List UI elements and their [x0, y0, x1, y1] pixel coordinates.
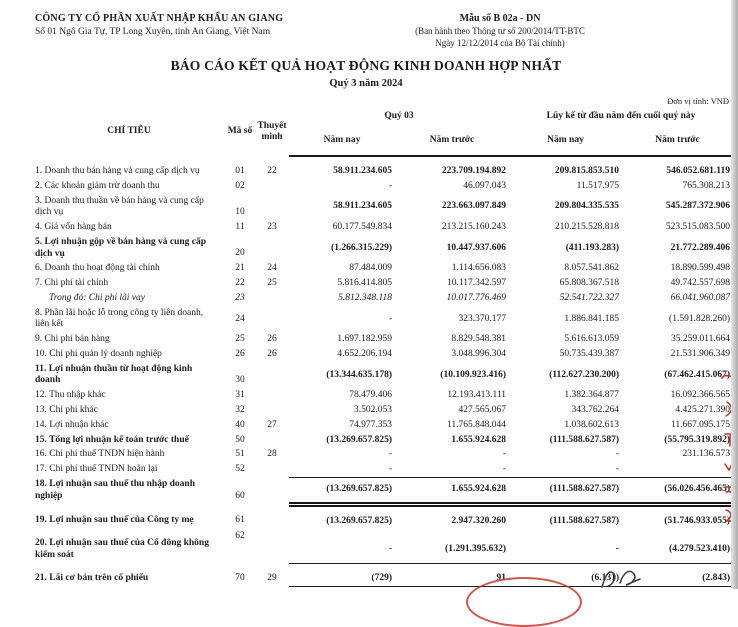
table-row	[33, 418, 733, 433]
ma-so-cell: 01	[235, 165, 245, 176]
value-ytd-prior: (51.746.933.055)	[664, 515, 730, 526]
table-body	[33, 156, 733, 586]
value-ytd-current: -	[509, 463, 622, 478]
value-q3-prior: 427.565.067	[458, 405, 506, 416]
row-label: 8. Phần lãi hoặc lỗ trong công ty liên doanh, liên kết	[35, 307, 204, 330]
value-ytd-current: 8.057.541.862	[564, 263, 619, 274]
value-ytd-prior: 523.515.083.500	[665, 222, 730, 233]
company-address: Số 01 Ngô Gia Tự, TP Long Xuyên, tỉnh An Giang, Việt Nam	[35, 27, 271, 37]
table-row	[33, 433, 733, 448]
report-period: Quý 3 năm 2024	[329, 78, 403, 89]
thuyet-minh-cell	[255, 306, 289, 333]
thuyet-minh-cell: 26	[267, 348, 277, 359]
table-row	[33, 463, 733, 478]
form-circular-line: (Ban hành theo Thông tư số 200/2014/TT-BTC	[415, 26, 585, 36]
value-ytd-current: (111.588.627.587)	[549, 434, 619, 445]
row-label: 13. Chi phí khác	[35, 405, 98, 416]
header-ma-so: Mã số	[227, 126, 253, 137]
table-row	[33, 362, 733, 389]
value-q3-prior: 12.193.413.111	[447, 390, 506, 401]
value-ytd-prior: (55.795.319.892)	[664, 434, 730, 445]
value-ytd-prior: 49.742.557.698	[670, 278, 730, 289]
ma-so-cell: 10	[235, 206, 245, 217]
value-ytd-prior: (56.026.456.465)	[622, 478, 733, 505]
value-q3-prior: 223.663.097.849	[441, 201, 506, 212]
value-q3-current: (13.269.657.825)	[326, 434, 392, 445]
signature-mark	[596, 565, 648, 591]
ma-so-cell: 70	[235, 572, 245, 583]
value-q3-current: 74.977.353	[349, 419, 392, 430]
value-ytd-prior: (67.462.415.067)	[664, 369, 730, 380]
value-ytd-prior: -	[622, 463, 733, 478]
company-name: CÔNG TY CỔ PHẦN XUẤT NHẬP KHẨU AN GIANG	[35, 13, 284, 24]
value-q3-prior: 10.017.776.469	[446, 292, 506, 303]
header-ytd-nam-nay: Năm nay	[509, 125, 622, 156]
form-reference-block	[366, 13, 634, 48]
value-q3-prior: 46.097.043	[463, 180, 506, 191]
value-ytd-current: 50.735.439.387	[559, 348, 619, 359]
value-ytd-current: (111.588.627.587)	[509, 478, 622, 505]
thuyet-minh-cell: 26	[267, 334, 277, 345]
value-ytd-current: 11.517.975	[576, 180, 619, 191]
income-statement-table	[33, 107, 733, 587]
ma-so-cell: 51	[235, 449, 245, 460]
ma-so-cell: 62	[235, 531, 245, 542]
ma-so-cell: 25	[235, 334, 245, 345]
value-q3-prior: 2.947.320.260	[451, 515, 506, 526]
thuyet-minh-cell	[255, 404, 289, 419]
value-q3-prior: 11.765.848.044	[446, 419, 506, 430]
row-label: 11. Lợi nhuận thuần từ hoạt động kinh doanh	[35, 363, 193, 386]
value-ytd-prior: 765.308.213	[682, 180, 730, 191]
value-q3-prior: 223.709.194.892	[441, 166, 506, 176]
value-q3-prior: 213.215.160.243	[441, 222, 506, 233]
value-q3-current: 58.911.234.605	[333, 201, 392, 212]
row-label: 9. Chi phí bán hàng	[35, 334, 110, 345]
value-ytd-current: (6.131)	[509, 563, 622, 586]
ma-so-cell: 23	[235, 292, 245, 303]
ma-so-cell: 11	[235, 222, 245, 233]
value-ytd-prior: 231.136.573	[682, 449, 730, 460]
value-q3-prior: -	[395, 463, 509, 478]
value-ytd-current: 1.886.841.185	[564, 313, 619, 324]
thuyet-minh-cell: 24	[267, 263, 277, 274]
thuyet-minh-cell	[255, 433, 289, 448]
ma-so-cell: 50	[235, 434, 245, 445]
value-q3-prior: 8.829.548.381	[451, 334, 506, 345]
ma-so-cell: 61	[235, 514, 245, 525]
thuyet-minh-cell	[255, 478, 289, 505]
row-label: 12. Thu nhập khác	[35, 390, 106, 401]
value-q3-prior: -	[502, 449, 506, 460]
header-q3-nam-truoc: Năm trước	[395, 125, 509, 156]
ma-so-cell: 32	[235, 405, 245, 416]
value-ytd-prior: 546.052.681.119	[666, 166, 730, 176]
ma-so-cell: 21	[235, 263, 245, 274]
table-row	[33, 235, 733, 262]
red-stamp-arc	[466, 577, 582, 627]
thuyet-minh-cell: 29	[267, 572, 277, 583]
thuyet-minh-cell	[255, 291, 289, 306]
thuyet-minh-cell: 22	[267, 165, 277, 176]
row-label: 7. Chi phí tài chính	[35, 278, 109, 289]
thuyet-minh-cell	[255, 362, 289, 389]
value-q3-current: 3.502.053	[354, 405, 392, 416]
value-q3-current: 78.479.406	[349, 390, 392, 401]
value-ytd-prior: 66.041.960.087	[670, 292, 730, 303]
row-label: 2. Các khoản giảm trừ doanh thu	[35, 180, 160, 191]
form-number: Mẫu số B 02a - DN	[459, 13, 541, 24]
table-row	[33, 179, 733, 194]
value-ytd-current: 52.541.722.327	[559, 292, 619, 303]
table-row	[33, 404, 733, 419]
row-label: 5. Lợi nhuận gộp về bán hàng và cung cấp dịch vụ	[35, 236, 207, 259]
value-q3-current: (13.269.657.825)	[289, 478, 395, 505]
ma-so-cell: 30	[235, 374, 245, 385]
thuyet-minh-cell: 25	[267, 278, 277, 289]
value-q3-prior: 1.655.924.628	[451, 434, 506, 445]
value-q3-prior: 91	[395, 563, 509, 586]
thuyet-minh-cell	[255, 179, 289, 194]
value-q3-prior: (1.291.395.632)	[445, 543, 506, 554]
thuyet-minh-cell	[255, 504, 289, 529]
ma-so-cell: 24	[235, 313, 245, 324]
value-ytd-prior: 11.667.095.175	[670, 419, 730, 430]
value-ytd-current: 210.215.528.818	[554, 222, 619, 233]
value-ytd-prior: (4.279.523.410)	[669, 543, 730, 554]
value-ytd-current: -	[615, 449, 619, 460]
row-label: 20. Lợi nhuận sau thuế của Cổ đông không kiểm soát	[35, 538, 209, 560]
value-ytd-current: 209.804.335.535	[554, 201, 619, 212]
value-q3-current: 58.911.234.605	[333, 166, 392, 176]
company-header	[35, 13, 283, 37]
value-q3-current: (13.269.657.825)	[326, 515, 392, 526]
thuyet-minh-cell: 28	[267, 449, 277, 460]
header-ytd-nam-truoc: Năm trước	[622, 125, 733, 156]
thuyet-minh-cell	[255, 235, 289, 262]
table-row	[33, 262, 733, 277]
thuyet-minh-cell	[255, 389, 289, 404]
value-ytd-prior: 35.259.011.664	[670, 334, 730, 345]
row-label: 17. Chi phí thuế TNDN hoãn lại	[35, 464, 158, 475]
table-row	[33, 306, 733, 333]
row-label: 18. Lợi nhuận sau thuế thu nhập doanh nghiệp	[35, 479, 195, 502]
table-row	[33, 291, 733, 306]
value-ytd-prior: 16.092.366.565	[670, 390, 730, 401]
value-q3-prior: 1.114.656.083	[451, 263, 506, 274]
thuyet-minh-cell	[255, 194, 289, 221]
header-luy-ke: Lũy kế từ đầu năm đến cuối quý này	[546, 110, 696, 121]
row-label: 15. Tổng lợi nhuận kế toán trước thuế	[35, 434, 189, 445]
value-ytd-prior: 21.531.906.349	[670, 348, 730, 359]
table-row	[33, 277, 733, 292]
header-chi-tieu: CHỈ TIÊU	[107, 126, 151, 137]
form-date-line: Ngày 12/12/2014 của Bộ Tài chính)	[435, 38, 565, 48]
table-row	[33, 448, 733, 463]
row-label: 4. Giá vốn hàng bán	[35, 222, 112, 233]
value-ytd-current: (411.193.283)	[565, 242, 619, 253]
currency-unit-note: Đơn vị tính: VNĐ	[667, 96, 729, 106]
value-q3-prior: 10.447.937.606	[446, 242, 506, 253]
value-q3-prior: 1.655.924.628	[395, 478, 509, 505]
row-label: 14. Lợi nhuận khác	[35, 419, 109, 430]
value-ytd-prior: 18.890.599.498	[670, 263, 730, 274]
table-row	[33, 333, 733, 348]
value-ytd-prior: 545.287.372.906	[665, 201, 730, 212]
value-ytd-prior: (2.843)	[622, 563, 733, 586]
row-label: 10. Chi phí quản lý doanh nghiệp	[35, 348, 162, 359]
value-q3-prior: 323.370.177	[458, 313, 506, 324]
value-q3-current: (729)	[289, 563, 395, 586]
thuyet-minh-cell: 27	[267, 419, 277, 430]
value-ytd-prior: 21.772.289.406	[670, 242, 730, 253]
ma-so-cell: 40	[235, 419, 245, 430]
value-ytd-current: 209.815.853.510	[554, 166, 619, 176]
row-label: 21. Lãi cơ bản trên cổ phiếu	[35, 572, 149, 583]
value-q3-current: 5.812.348.118	[338, 292, 392, 303]
header-q3-nam-nay: Năm nay	[289, 125, 395, 156]
value-q3-prior: 10.117.342.597	[446, 278, 506, 289]
table-row	[33, 529, 733, 563]
header-quy-03: Quý 03	[384, 110, 414, 121]
value-q3-current: 5.816.414.805	[337, 278, 392, 289]
table-row	[33, 389, 733, 404]
value-q3-current: -	[388, 543, 392, 554]
value-q3-current: 1.697.182.959	[337, 334, 392, 345]
table-row	[33, 347, 733, 362]
table-row	[33, 478, 733, 505]
ma-so-cell: 52	[235, 464, 245, 475]
value-q3-current: (1.266.315.229)	[331, 242, 392, 253]
report-title: BÁO CÁO KẾT QUẢ HOẠT ĐỘNG KINH DOANH HỢP NHẤT	[170, 58, 562, 73]
value-q3-prior: (10.109.923.416)	[440, 369, 506, 380]
value-q3-current: (13.344.635.178)	[326, 369, 392, 380]
value-q3-current: 87.484.009	[349, 263, 392, 274]
ma-so-cell: 31	[235, 390, 245, 401]
scan-edge-artifact	[731, 0, 738, 589]
value-q3-current: -	[388, 449, 392, 460]
table-row	[33, 221, 733, 236]
table-row	[33, 194, 733, 221]
table-row	[33, 504, 733, 529]
value-ytd-current: 65.808.367.518	[559, 278, 619, 289]
row-label: 19. Lợi nhuận sau thuế của Công ty mẹ	[35, 514, 194, 525]
ma-so-cell: 60	[235, 490, 245, 501]
value-q3-current: 60.177.549.834	[332, 222, 392, 233]
value-ytd-current: 1.038.602.613	[564, 419, 619, 430]
thuyet-minh-cell	[255, 463, 289, 478]
ma-so-cell: 02	[235, 180, 245, 191]
row-label: 6. Doanh thu hoạt động tài chính	[35, 263, 160, 274]
row-label: 16. Chi phí thuế TNDN hiện hành	[35, 449, 165, 460]
value-ytd-current: -	[615, 543, 619, 554]
row-label: 3. Doanh thu thuần về bán hàng và cung cấp dịch vụ	[35, 195, 204, 218]
value-ytd-current: 343.762.264	[571, 405, 619, 416]
ma-so-cell: 20	[235, 248, 245, 259]
table-header	[33, 107, 733, 156]
row-label: Trong đó: Chi phí lãi vay	[49, 292, 145, 303]
value-ytd-prior: 4.425.271.390	[675, 405, 730, 416]
table-row	[33, 156, 733, 179]
value-ytd-current: (111.588.627.587)	[549, 515, 619, 526]
thuyet-minh-cell	[255, 529, 289, 563]
value-ytd-prior: (1.591.828.260)	[669, 313, 730, 324]
row-label: 1. Doanh thu bán hàng và cung cấp dịch vụ	[35, 165, 200, 176]
thuyet-minh-cell: 23	[267, 222, 277, 233]
value-q3-current: -	[289, 463, 395, 478]
value-ytd-current: 1.382.364.877	[564, 390, 619, 401]
value-q3-current: -	[388, 180, 392, 191]
ma-so-cell: 22	[235, 278, 245, 289]
ma-so-cell: 26	[235, 348, 245, 359]
value-ytd-current: 5.616.613.059	[564, 334, 619, 345]
value-q3-prior: 3.048.996.304	[451, 348, 506, 359]
value-q3-current: 4.652.206.194	[337, 348, 392, 359]
value-q3-current: -	[388, 313, 392, 324]
header-thuyet-minh: Thuyết minh	[257, 120, 287, 142]
value-ytd-current: (112.627.230.200)	[549, 369, 619, 380]
